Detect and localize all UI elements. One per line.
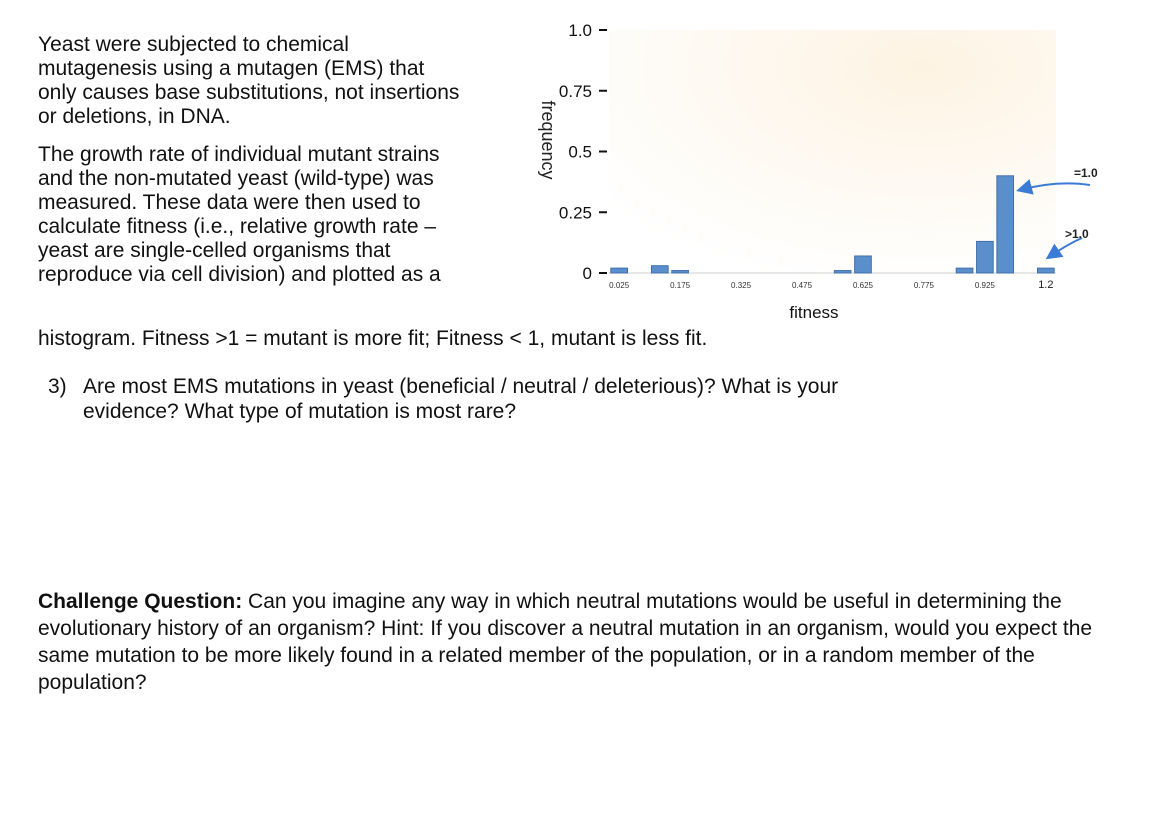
question-text <box>83 374 968 424</box>
intro-paragraph-2 <box>38 143 528 287</box>
y-tick-label: 0.75 <box>558 81 592 101</box>
y-tick-label: 1.0 <box>568 21 592 40</box>
x-axis-label: fitness <box>789 303 839 322</box>
x-tick-label: 0.475 <box>792 281 813 290</box>
text-line: only causes base substitutions, not insertions <box>38 81 460 104</box>
histogram-bar <box>977 241 994 273</box>
text-line: evidence? What type of mutation is most rare? <box>83 400 517 423</box>
histogram-bar <box>855 256 872 273</box>
fitness-histogram <box>512 10 1102 330</box>
question-3 <box>48 374 968 424</box>
text-line: mutagenesis using a mutagen (EMS) that <box>38 57 425 80</box>
text-line: or deletions, in DNA. <box>38 105 231 128</box>
histogram-bar <box>672 271 689 273</box>
annotation-equal-one: =1.0 <box>1074 166 1098 180</box>
intro-paragraph-1 <box>38 33 528 129</box>
y-tick-label: 0 <box>582 264 592 283</box>
y-axis <box>559 21 607 283</box>
challenge-label: Challenge Question: <box>38 590 243 613</box>
text-line: calculate fitness (i.e., relative growth rate – <box>38 215 437 238</box>
x-tick-label: 0.325 <box>731 281 752 290</box>
text-line: measured. These data were then used to <box>38 191 421 214</box>
x-tick-label: 0.175 <box>670 281 691 290</box>
x-axis <box>609 279 1053 291</box>
histogram-bar <box>1038 268 1055 273</box>
plot-background <box>609 30 1056 277</box>
x-tick-label: 0.775 <box>913 281 934 290</box>
text-line: reproduce via cell division) and plotted as a <box>38 263 441 286</box>
text-line: yeast are single-celled organisms that <box>38 239 391 262</box>
fitness-definition-line: histogram. Fitness >1 = mutant is more fit; Fitness < 1, mutant is less fit. <box>38 327 708 350</box>
histogram-bar <box>611 268 628 273</box>
text-line: Are most EMS mutations in yeast (beneficial / neutral / deleterious)? What is your <box>83 375 839 398</box>
text-line: The growth rate of individual mutant strains <box>38 143 440 166</box>
question-number: 3) <box>48 375 67 398</box>
x-tick-label: 1.2 <box>1038 279 1054 291</box>
histogram-bar <box>834 271 851 273</box>
histogram-bar <box>997 176 1014 273</box>
text-line: and the non-mutated yeast (wild-type) was <box>38 167 434 190</box>
challenge-text: Can you imagine any way in which neutral mutations would be useful in determining the evolutionary history of an organism? Hint: If you discover a neutral mutation in an organism, would you expect the same mutation to be more likely found in a related member of the population, or in a random member of the population? <box>38 590 1093 694</box>
x-tick-label: 0.925 <box>974 281 995 290</box>
y-axis-label: frequency <box>538 100 558 180</box>
challenge-question <box>38 588 1108 696</box>
annotation-greater-one: >1.0 <box>1065 227 1089 241</box>
text-line: Yeast were subjected to chemical <box>38 33 349 56</box>
intro-text <box>38 33 528 287</box>
x-tick-label: 0.625 <box>852 281 873 290</box>
y-tick-label: 0.25 <box>558 203 592 223</box>
histogram-bar <box>956 268 973 273</box>
y-tick-label: 0.5 <box>568 142 592 162</box>
x-tick-label: 0.025 <box>609 281 630 290</box>
histogram-bar <box>651 266 668 273</box>
